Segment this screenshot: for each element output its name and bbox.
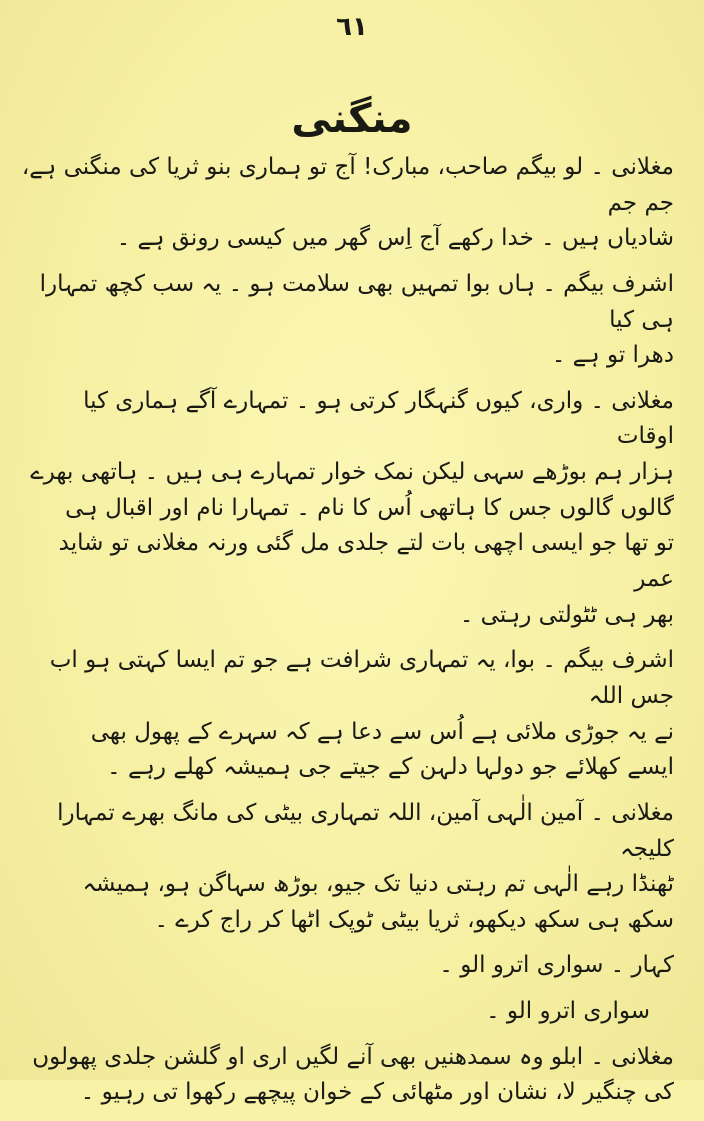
text-line: بھر ہی ٹٹولتی رہتی ۔: [459, 601, 674, 628]
text-line: ایسے کھلائے جو دولہا دلہن کے جیتے جی ہمیشہ کھلے رہے ۔: [107, 754, 674, 781]
paragraph-4: [20, 643, 674, 786]
page-number: ٦١: [336, 12, 368, 42]
body-text: [20, 150, 674, 1121]
paragraph-2: [20, 267, 674, 374]
paragraph-5: [20, 796, 674, 939]
paragraph-1: [20, 150, 674, 257]
text-line: گالوں گالوں جس کا ہاتھی اُس کا نام ۔ تمہارا نام اور اقبال ہی: [65, 494, 674, 521]
text-line: کہار ۔ سواری اترو الو ۔: [439, 952, 674, 979]
paragraph-7: [20, 994, 674, 1030]
text-line: تو تھا جو ایسی اچھی بات لتے جلدی مل گئی ورنہ مغلانی تو شاید عمر: [58, 530, 674, 593]
text-line: مغلانی ۔ لو بیگم صاحب، مبارک! آج تو ہماری بنو ثریا کی منگنی ہے، جم جم: [21, 154, 674, 216]
text-line: مغلانی ۔ واری، کیوں گنہگار کرتی ہو ۔ تمہارے آگے ہماری کیا اوقات: [83, 387, 674, 450]
text-line: نے یہ جوڑی ملائی ہے اُس سے دعا ہے کہ سہرے کے پھول بھی: [90, 718, 674, 745]
text-line: سواری اترو الو ۔: [486, 998, 650, 1025]
text-line: شادیاں ہیں ۔ خدا رکھے آج اِس گھر میں کیسی رونق ہے ۔: [116, 225, 674, 252]
paragraph-3: [20, 384, 674, 633]
paragraph-6: [20, 948, 674, 984]
text-line: ہزار ہم بوڑھے سہی لیکن نمک خوار تمہارے ہی ہیں ۔ ہاتھی بھرے: [30, 459, 674, 486]
chapter-title: منگنی: [291, 96, 413, 142]
text-line: ٹھنڈا رہے الٰہی تم رہتی دنیا تک جیو، بوڑھ سہاگن ہو، ہمیشہ: [82, 871, 674, 898]
text-line: دھرا تو ہے ۔: [551, 342, 674, 369]
paragraph-8: [20, 1040, 674, 1111]
text-line: اشرف بیگم ۔ ہاں بوا تمہیں بھی سلامت ہو ۔ یہ سب کچھ تمہارا ہی کیا: [39, 270, 674, 333]
text-line: اشرف بیگم ۔ بوا، یہ تمہاری شرافت ہے جو تم ایسا کہتی ہو اب جس اللہ: [49, 647, 674, 709]
text-line: مغلانی ۔ آمین الٰہی آمین، اللہ تمہاری بیٹی کی مانگ بھرے تمہارا کلیجہ: [57, 799, 674, 862]
text-line: مغلانی ۔ ابلو وہ سمدھنیں بھی آنے لگیں اری او گلشن جلدی پھولوں: [32, 1043, 674, 1070]
text-line: سکھ ہی سکھ دیکھو، ثریا بیٹی ٹوپک اٹھا کر راج کرے ۔: [154, 906, 674, 933]
text-line: کی چنگیر لا، نشان اور مٹھائی کے خوان پیچھے رکھوا تی رہیو ۔: [80, 1079, 674, 1106]
